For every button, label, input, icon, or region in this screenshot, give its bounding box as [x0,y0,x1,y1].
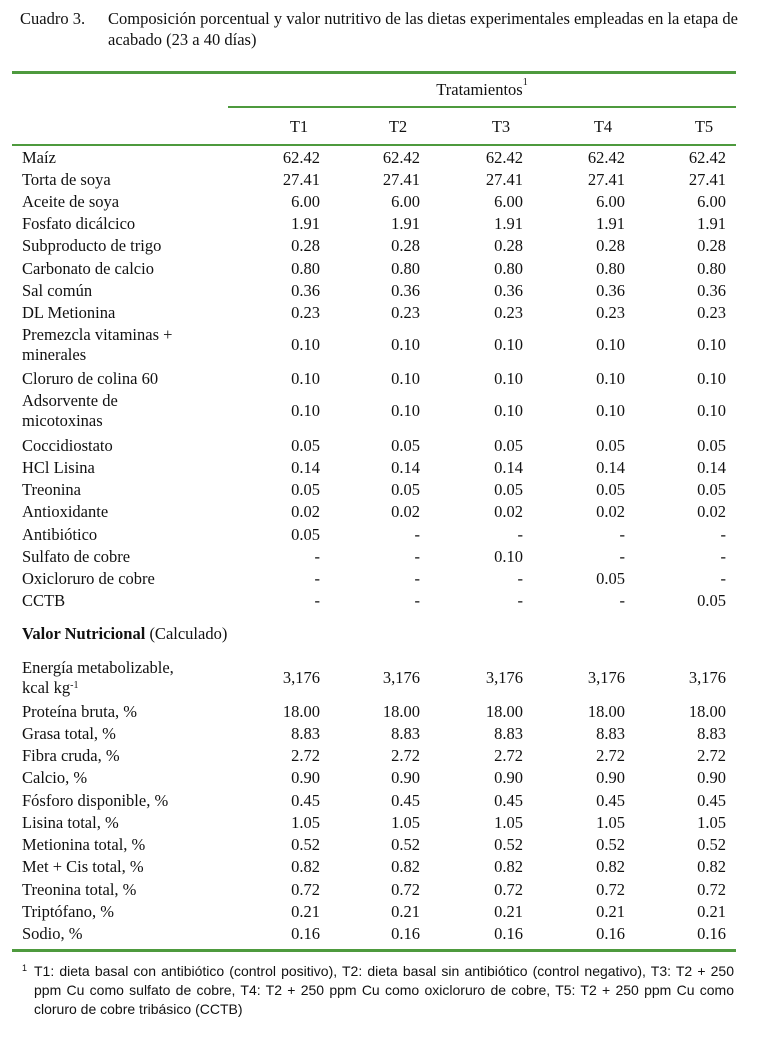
row-label: Lisina total, % [22,813,119,832]
table-cell: 0.80 [291,259,320,278]
table-cell: 1.91 [291,214,320,233]
table-cell: 0.36 [291,281,320,300]
table-cell: 0.80 [697,259,726,278]
footnote [22,962,734,1019]
row-label: Premezcla vitaminas + minerales [22,325,173,364]
table-cell: 0.10 [596,401,625,420]
table-cell: - [414,525,420,544]
row-label: Subproducto de trigo [22,236,162,255]
column-header-t2: T2 [388,117,408,136]
group-header-footnote-mark: 1 [522,77,528,88]
table-cell: 0.52 [494,835,523,854]
row-label: Grasa total, % [22,724,116,743]
table-cell: 0.14 [391,458,420,477]
table-cell: 3,176 [688,668,726,687]
table-cell: 8.83 [697,724,726,743]
table-cell: 0.05 [697,591,726,610]
table-cell: 0.80 [391,259,420,278]
row-label: Sal común [22,281,93,300]
table-cell: 0.05 [291,480,320,499]
table-cell: 0.10 [291,401,320,420]
row-label-line: Energía metabolizable, [22,658,174,677]
table-cell: 0.05 [494,436,523,455]
table-cell: - [314,591,320,610]
table-cell: 0.28 [391,236,420,255]
table-cell: - [414,569,420,588]
table-cell: 0.05 [697,436,726,455]
table-cell: - [314,569,320,588]
table-cell: 62.42 [688,148,726,167]
table-cell: 0.05 [596,569,625,588]
table-cell: 0.80 [596,259,625,278]
table-cell: 0.10 [391,335,420,354]
table-cell: 0.10 [494,369,523,388]
table-cell: 0.16 [291,924,320,943]
table-cell: 0.23 [596,303,625,322]
table-cell: 1.05 [697,813,726,832]
row-label: Fosfato dicálcico [22,214,136,233]
table-cell: 0.28 [697,236,726,255]
row-label: Torta de soya [22,170,111,189]
unit-exponent: -1 [70,680,79,691]
table-cell: 0.36 [494,281,523,300]
table-cell: 0.72 [391,880,420,899]
table-cell: 0.16 [596,924,625,943]
row-label: Treonina total, % [22,880,137,899]
table-cell: - [517,591,523,610]
row-label: Triptófano, % [22,902,114,921]
section-title [22,624,227,644]
table-cell: 6.00 [697,192,726,211]
table-cell: 1.05 [391,813,420,832]
table-cell: 1.05 [291,813,320,832]
row-label: Sodio, % [22,924,83,943]
table-cell: 0.45 [494,791,523,810]
table-cell: 0.14 [494,458,523,477]
row-label: Antibiótico [22,525,98,544]
table-cell: 0.02 [291,502,320,521]
table-cell: 0.10 [494,547,523,566]
row-label: Treonina [22,480,81,499]
table-cell: 0.52 [391,835,420,854]
table-cell: 3,176 [485,668,523,687]
table-cell: 0.28 [291,236,320,255]
group-header-rule [228,106,736,108]
table-cell: 0.02 [391,502,420,521]
table-cell: 0.72 [494,880,523,899]
table-cell: 0.45 [596,791,625,810]
section-title-bold: Valor Nutricional [22,624,146,643]
table-cell: 27.41 [382,170,420,189]
table-cell: 0.10 [596,335,625,354]
table-cell: 0.14 [697,458,726,477]
table-cell: 0.36 [596,281,625,300]
table-cell: 27.41 [485,170,523,189]
table-cell: 0.28 [596,236,625,255]
footnote-text: T1: dieta basal con antibiótico (control positivo), T2: dieta basal sin antibiótico (control negativo), T3: T2 + 250 ppm Cu como sulfato de cobre, T4: T2 + 250 ppm Cu como oxicloruro de cobre, T5: T2 + 250 ppm Cu como cloruro de cobre tribásico (CCTB) [34,963,734,1017]
table-cell: 0.10 [391,401,420,420]
unit-text: kcal kg [22,678,71,697]
column-header-t1: T1 [289,117,309,136]
table-cell: - [720,547,726,566]
table-cell: 1.05 [494,813,523,832]
row-label: HCl Lisina [22,458,95,477]
row-label: DL Metionina [22,303,116,322]
table-cell: 1.91 [494,214,523,233]
table-cell: 0.21 [291,902,320,921]
row-label [22,658,222,698]
row-label: Proteína bruta, % [22,702,138,721]
table-cell: 0.45 [697,791,726,810]
table-cell: 0.80 [494,259,523,278]
table-cell: 0.82 [697,857,726,876]
table-cell: 0.36 [697,281,726,300]
table-cell: 18.00 [688,702,726,721]
row-label: Aceite de soya [22,192,120,211]
table-cell: 0.14 [596,458,625,477]
table-cell: 0.82 [391,857,420,876]
table-cell: 0.90 [494,768,523,787]
row-label: Maíz [22,148,56,167]
table-cell: 1.05 [596,813,625,832]
table-cell: 27.41 [688,170,726,189]
table-cell: - [619,525,625,544]
table-cell: 0.23 [697,303,726,322]
table-cell: 0.28 [494,236,523,255]
row-label: Sulfato de cobre [22,547,131,566]
table-cell: 0.72 [596,880,625,899]
table-cell: 27.41 [587,170,625,189]
table-cell: 6.00 [291,192,320,211]
table-cell: 0.10 [697,335,726,354]
table-cell: 0.16 [494,924,523,943]
table-cell: 0.45 [391,791,420,810]
table-cell: 0.45 [291,791,320,810]
table-cell: 0.52 [596,835,625,854]
table-cell: 0.10 [494,335,523,354]
table-cell: 1.91 [391,214,420,233]
table-cell: 0.05 [291,525,320,544]
table-cell: 1.91 [596,214,625,233]
table-cell: 0.05 [391,480,420,499]
table-cell: 0.90 [291,768,320,787]
table-cell: 0.10 [494,401,523,420]
table-caption [20,8,738,50]
table-cell: 62.42 [587,148,625,167]
row-label: CCTB [22,591,66,610]
row-label: Fibra cruda, % [22,746,120,765]
table-cell: 2.72 [494,746,523,765]
table-cell: 0.21 [391,902,420,921]
table-cell: 0.21 [494,902,523,921]
table-cell: 6.00 [596,192,625,211]
table-cell: 3,176 [382,668,420,687]
table-cell: 0.23 [494,303,523,322]
table-cell: 0.05 [596,480,625,499]
table-cell: 0.21 [596,902,625,921]
table-cell: 0.10 [697,369,726,388]
row-label: Cloruro de colina 60 [22,369,159,388]
table-cell: 18.00 [382,702,420,721]
table-cell: 0.05 [391,436,420,455]
table-cell: 0.10 [596,369,625,388]
table-cell: 18.00 [587,702,625,721]
table-cell: 8.83 [596,724,625,743]
table-cell: 0.90 [391,768,420,787]
table-cell: 0.02 [494,502,523,521]
table-cell: 0.02 [697,502,726,521]
table-cell: 8.83 [391,724,420,743]
table-cell: 0.72 [291,880,320,899]
table-cell: - [720,525,726,544]
table-cell: 0.82 [596,857,625,876]
table-cell: 0.23 [391,303,420,322]
row-label: Metionina total, % [22,835,146,854]
table-cell: 2.72 [391,746,420,765]
row-label: Calcio, % [22,768,88,787]
table-cell: 0.10 [697,401,726,420]
table-cell: - [414,547,420,566]
table-cell: 27.41 [282,170,320,189]
table-cell: 0.36 [391,281,420,300]
footnote-mark: 1 [22,963,28,973]
column-header-t5: T5 [694,117,714,136]
table-cell: 0.23 [291,303,320,322]
group-header [228,77,736,100]
table-cell: 0.16 [697,924,726,943]
table-cell: 0.16 [391,924,420,943]
row-label: Oxicloruro de cobre [22,569,155,588]
table-cell: 62.42 [282,148,320,167]
column-header-t3: T3 [491,117,511,136]
table-cell: 2.72 [697,746,726,765]
table-cell: 6.00 [391,192,420,211]
table-cell: 8.83 [291,724,320,743]
table-cell: 0.05 [494,480,523,499]
table-cell: - [314,547,320,566]
table-cell: 62.42 [485,148,523,167]
row-label: Coccidiostato [22,436,113,455]
top-rule [12,71,736,74]
table-cell: 2.72 [596,746,625,765]
table-cell: 3,176 [587,668,625,687]
table-cell: - [517,569,523,588]
table-cell: 18.00 [282,702,320,721]
caption-label: Cuadro 3. [20,9,86,28]
table-cell: - [414,591,420,610]
table-cell: 8.83 [494,724,523,743]
table-cell: 0.14 [291,458,320,477]
table-cell: 0.82 [291,857,320,876]
table-cell: 0.05 [596,436,625,455]
table-cell: 0.82 [494,857,523,876]
table-cell: - [619,591,625,610]
row-label: Fósforo disponible, % [22,791,169,810]
table-cell: 0.52 [697,835,726,854]
table-cell: - [619,547,625,566]
row-label: Antioxidante [22,502,109,521]
table-cell: 0.05 [291,436,320,455]
row-label: Adsorvente de micotoxinas [22,391,118,430]
caption-text: Composición porcentual y valor nutritivo de las dietas experimentales empleadas en la etapa de acabado (23 a 40 días) [108,9,738,49]
table-cell: 18.00 [485,702,523,721]
group-header-label: Tratamientos [436,80,523,99]
table-cell: 0.90 [596,768,625,787]
row-label: Carbonato de calcio [22,259,154,278]
row-label: Met + Cis total, % [22,857,144,876]
table-cell: 0.72 [697,880,726,899]
section-title-rest: (Calculado) [145,624,228,643]
row-label-line [22,678,222,698]
table-cell: 0.90 [697,768,726,787]
table-cell: 0.10 [291,335,320,354]
table-cell: 0.10 [391,369,420,388]
table-cell: - [517,525,523,544]
table-cell: 62.42 [382,148,420,167]
table-cell: 0.05 [697,480,726,499]
table-cell: 1.91 [697,214,726,233]
table-cell: 0.52 [291,835,320,854]
table-cell: 0.21 [697,902,726,921]
table-cell: 2.72 [291,746,320,765]
table-cell: - [720,569,726,588]
table-cell: 0.02 [596,502,625,521]
column-header-t4: T4 [593,117,613,136]
table-cell: 3,176 [282,668,320,687]
bottom-rule [12,949,736,952]
header-rule [12,144,736,146]
table-cell: 6.00 [494,192,523,211]
table-cell: 0.10 [291,369,320,388]
